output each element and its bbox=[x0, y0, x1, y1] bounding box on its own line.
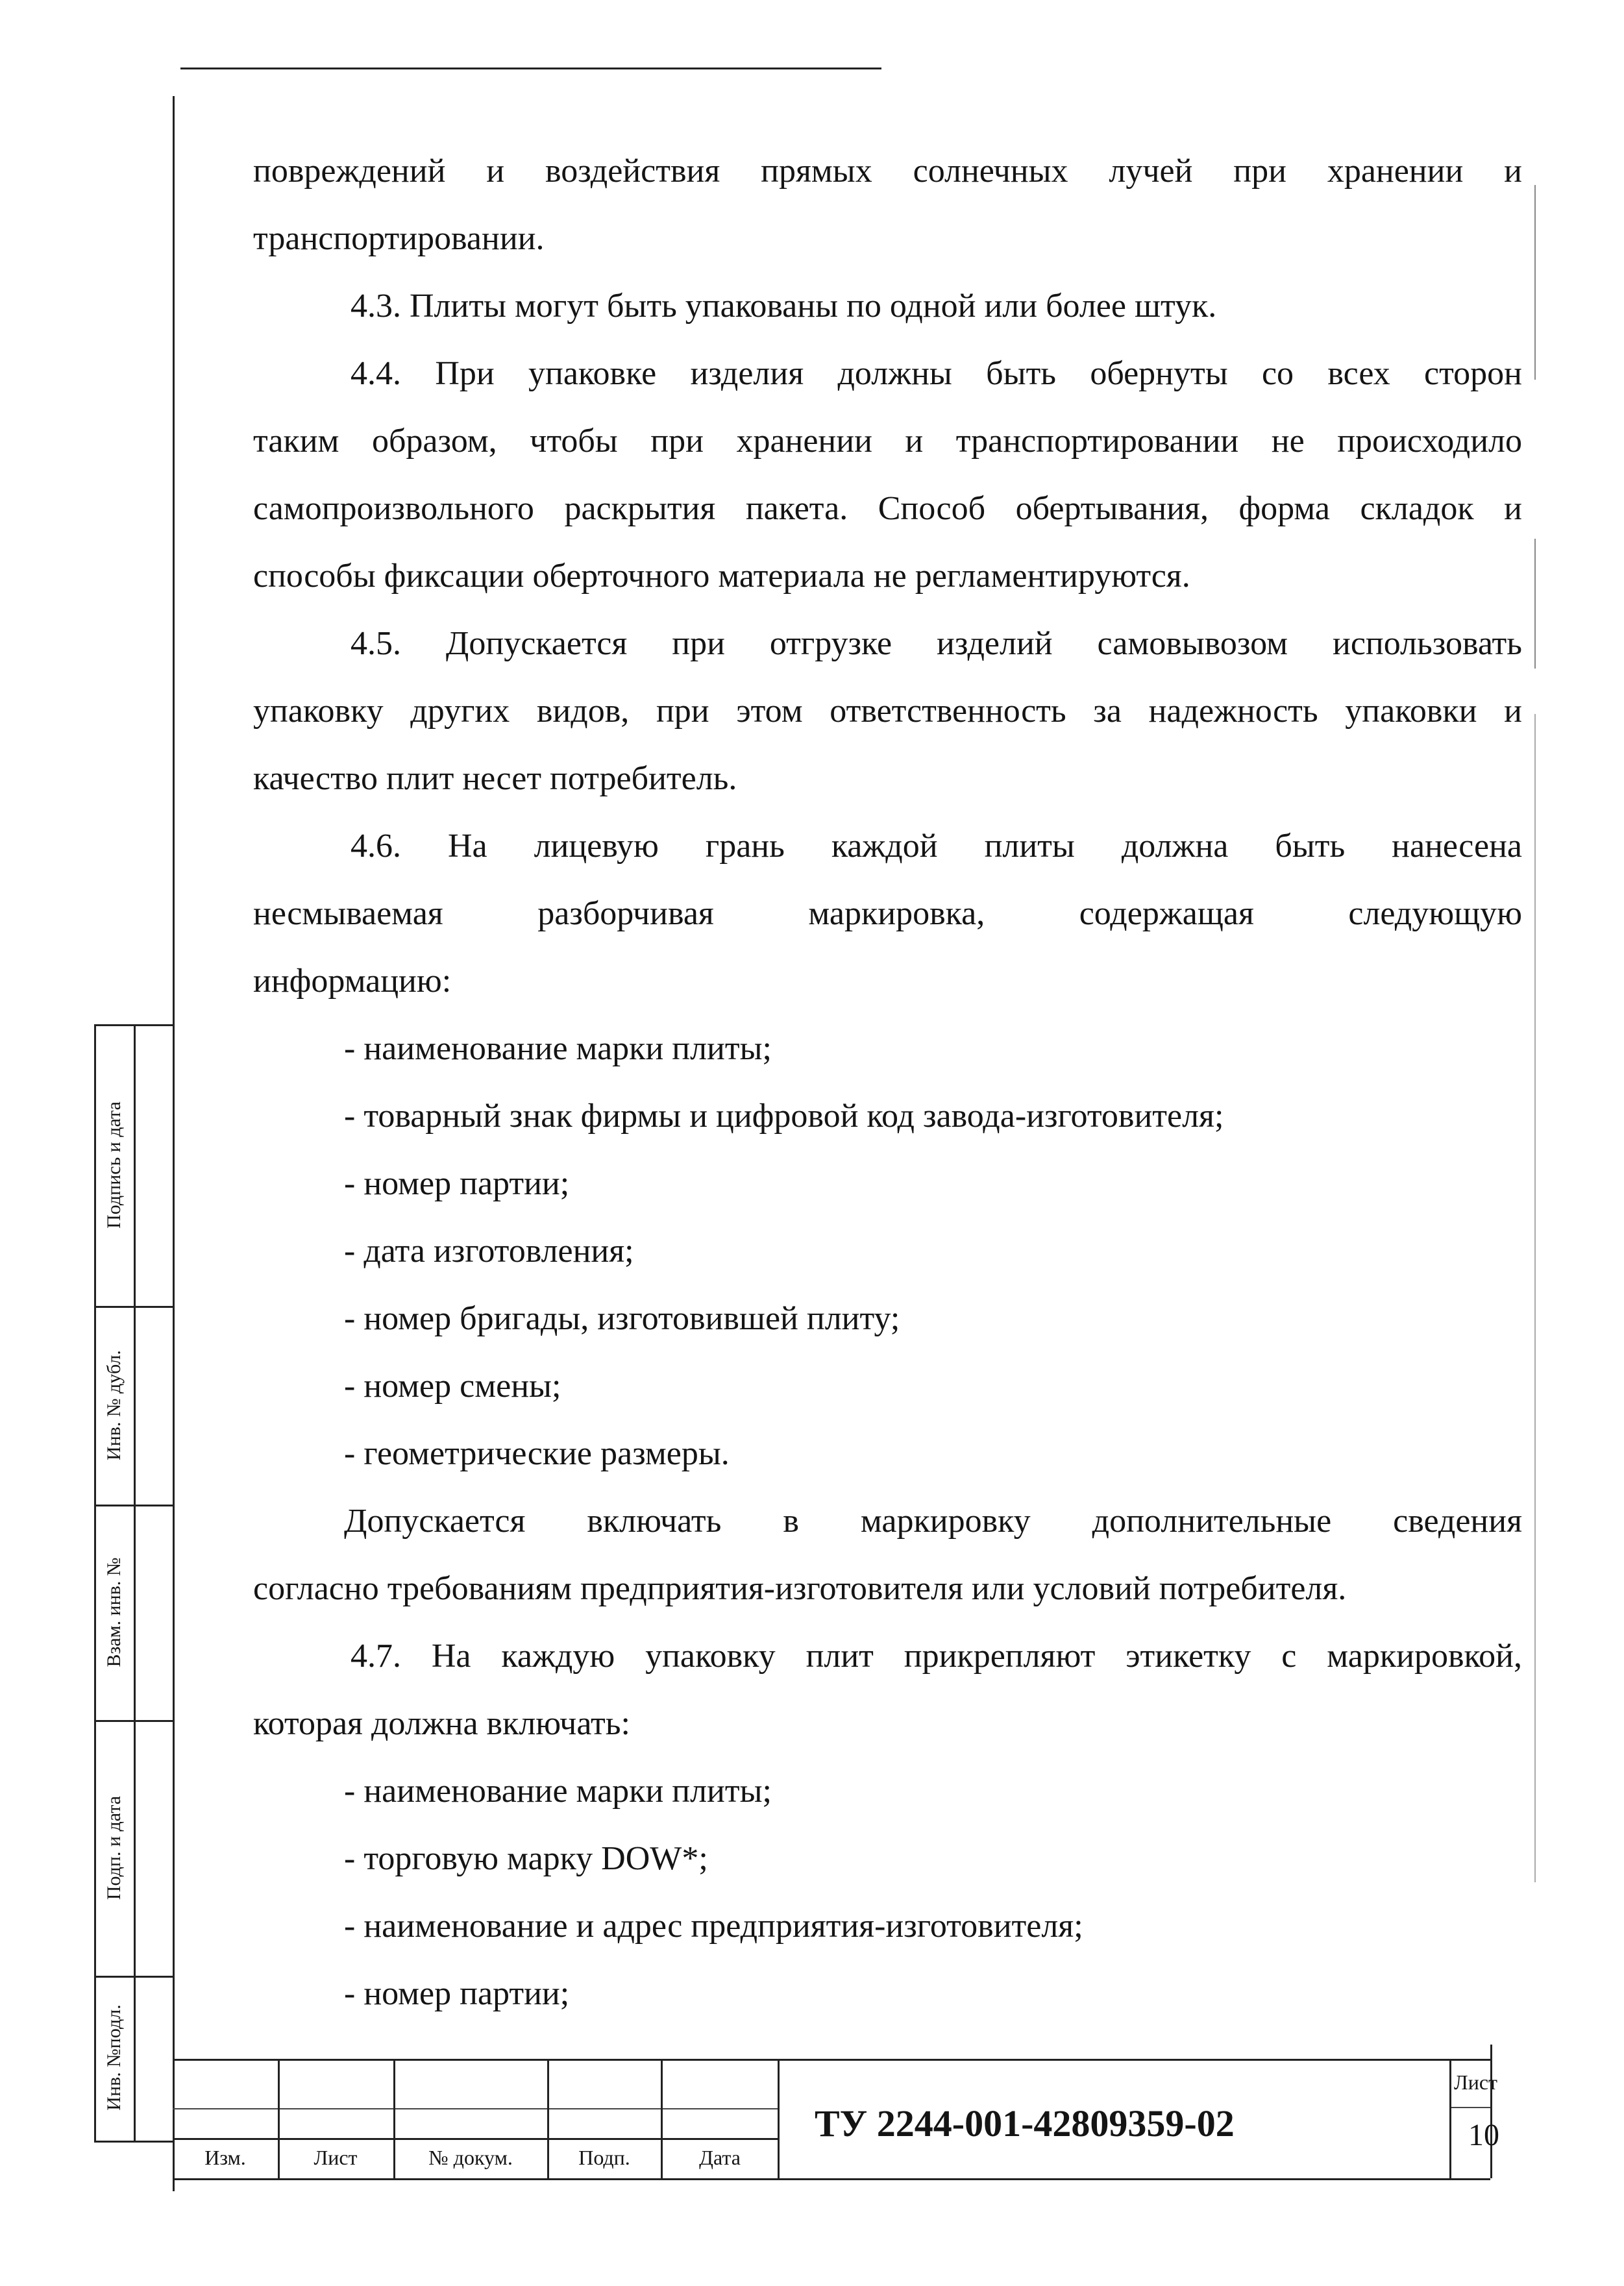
text-line: 4.3. Плиты могут быть упакованы по одной или более штук. bbox=[351, 288, 1217, 325]
text-line: самопроизвольного раскрытия пакета. Способ обертывания, форма складок и bbox=[253, 490, 1522, 527]
col-signature: Подп. bbox=[578, 2146, 630, 2169]
text-line: - номер партии; bbox=[344, 1165, 570, 1202]
text-line: - номер смены; bbox=[344, 1368, 561, 1405]
col-change: Изм. bbox=[204, 2146, 246, 2169]
text-line: 4.4. При упаковке изделия должны быть обернуты со всех сторон bbox=[351, 355, 1522, 392]
text-line: 4.7. На каждую упаковку плит прикрепляют этикетку с маркировкой, bbox=[351, 1638, 1522, 1675]
document-body bbox=[253, 138, 1522, 2028]
text-line: - геометрические размеры. bbox=[344, 1435, 730, 1472]
text-line: 4.6. На лицевую грань каждой плиты должна быть нанесена bbox=[351, 828, 1522, 865]
text-line: транспортировании. bbox=[253, 220, 545, 257]
text-line: - товарный знак фирмы и цифровой код завода-изготовителя; bbox=[344, 1098, 1224, 1135]
text-line: - номер партии; bbox=[344, 1975, 570, 2012]
sheet-number: 10 bbox=[1468, 2118, 1499, 2152]
text-line: повреждений и воздействия прямых солнечных лучей при хранении и bbox=[253, 153, 1522, 190]
col-date: Дата bbox=[699, 2146, 741, 2169]
text-line: информацию: bbox=[253, 963, 452, 1000]
text-line: упаковку других видов, при этом ответственность за надежность упаковки и bbox=[253, 693, 1522, 730]
side-stamp-dup-inventory: Инв. № дубл. bbox=[103, 1350, 125, 1460]
text-line: - торговую марку DOW*; bbox=[344, 1840, 708, 1877]
side-stamp-replaced-inventory: Взам. инв. № bbox=[103, 1557, 125, 1667]
col-document-number: № докум. bbox=[428, 2146, 513, 2169]
text-line: - дата изготовления; bbox=[344, 1233, 634, 1270]
col-sheet: Лист bbox=[314, 2146, 358, 2169]
text-line: согласно требованиям предприятия-изготовителя или условий потребителя. bbox=[253, 1570, 1347, 1607]
text-line: способы фиксации оберточного материала не регламентируются. bbox=[253, 558, 1190, 595]
right-frame-fragment bbox=[1534, 714, 1536, 1882]
side-stamp-original-inventory: Инв. №подл. bbox=[103, 2004, 125, 2111]
top-rule bbox=[180, 68, 881, 69]
text-line: - наименование и адрес предприятия-изготовителя; bbox=[344, 1908, 1083, 1945]
text-line: - наименование марки плиты; bbox=[344, 1030, 772, 1067]
text-line: таким образом, чтобы при хранении и транспортировании не происходило bbox=[253, 423, 1522, 460]
side-stamp-sign-date: Подп. и дата bbox=[103, 1795, 125, 1900]
text-line: качество плит несет потребитель. bbox=[253, 760, 737, 797]
right-frame-fragment bbox=[1534, 185, 1536, 380]
side-stamp-signature-date: Подпись и дата bbox=[103, 1101, 125, 1229]
sheet-label: Лист bbox=[1454, 2071, 1498, 2094]
text-line: которая должна включать: bbox=[253, 1705, 630, 1742]
text-line: - наименование марки плиты; bbox=[344, 1773, 772, 1810]
text-line: - номер бригады, изготовившей плиту; bbox=[344, 1300, 900, 1337]
left-frame-line bbox=[173, 96, 175, 2191]
document-code: ТУ 2244-001-42809359-02 bbox=[815, 2102, 1235, 2145]
text-line: 4.5. Допускается при отгрузке изделий самовывозом использовать bbox=[351, 625, 1522, 662]
text-line: Допускается включать в маркировку дополнительные сведения bbox=[344, 1503, 1522, 1540]
right-frame-fragment bbox=[1534, 539, 1536, 669]
text-line: несмываемая разборчивая маркировка, содержащая следующую bbox=[253, 895, 1522, 932]
